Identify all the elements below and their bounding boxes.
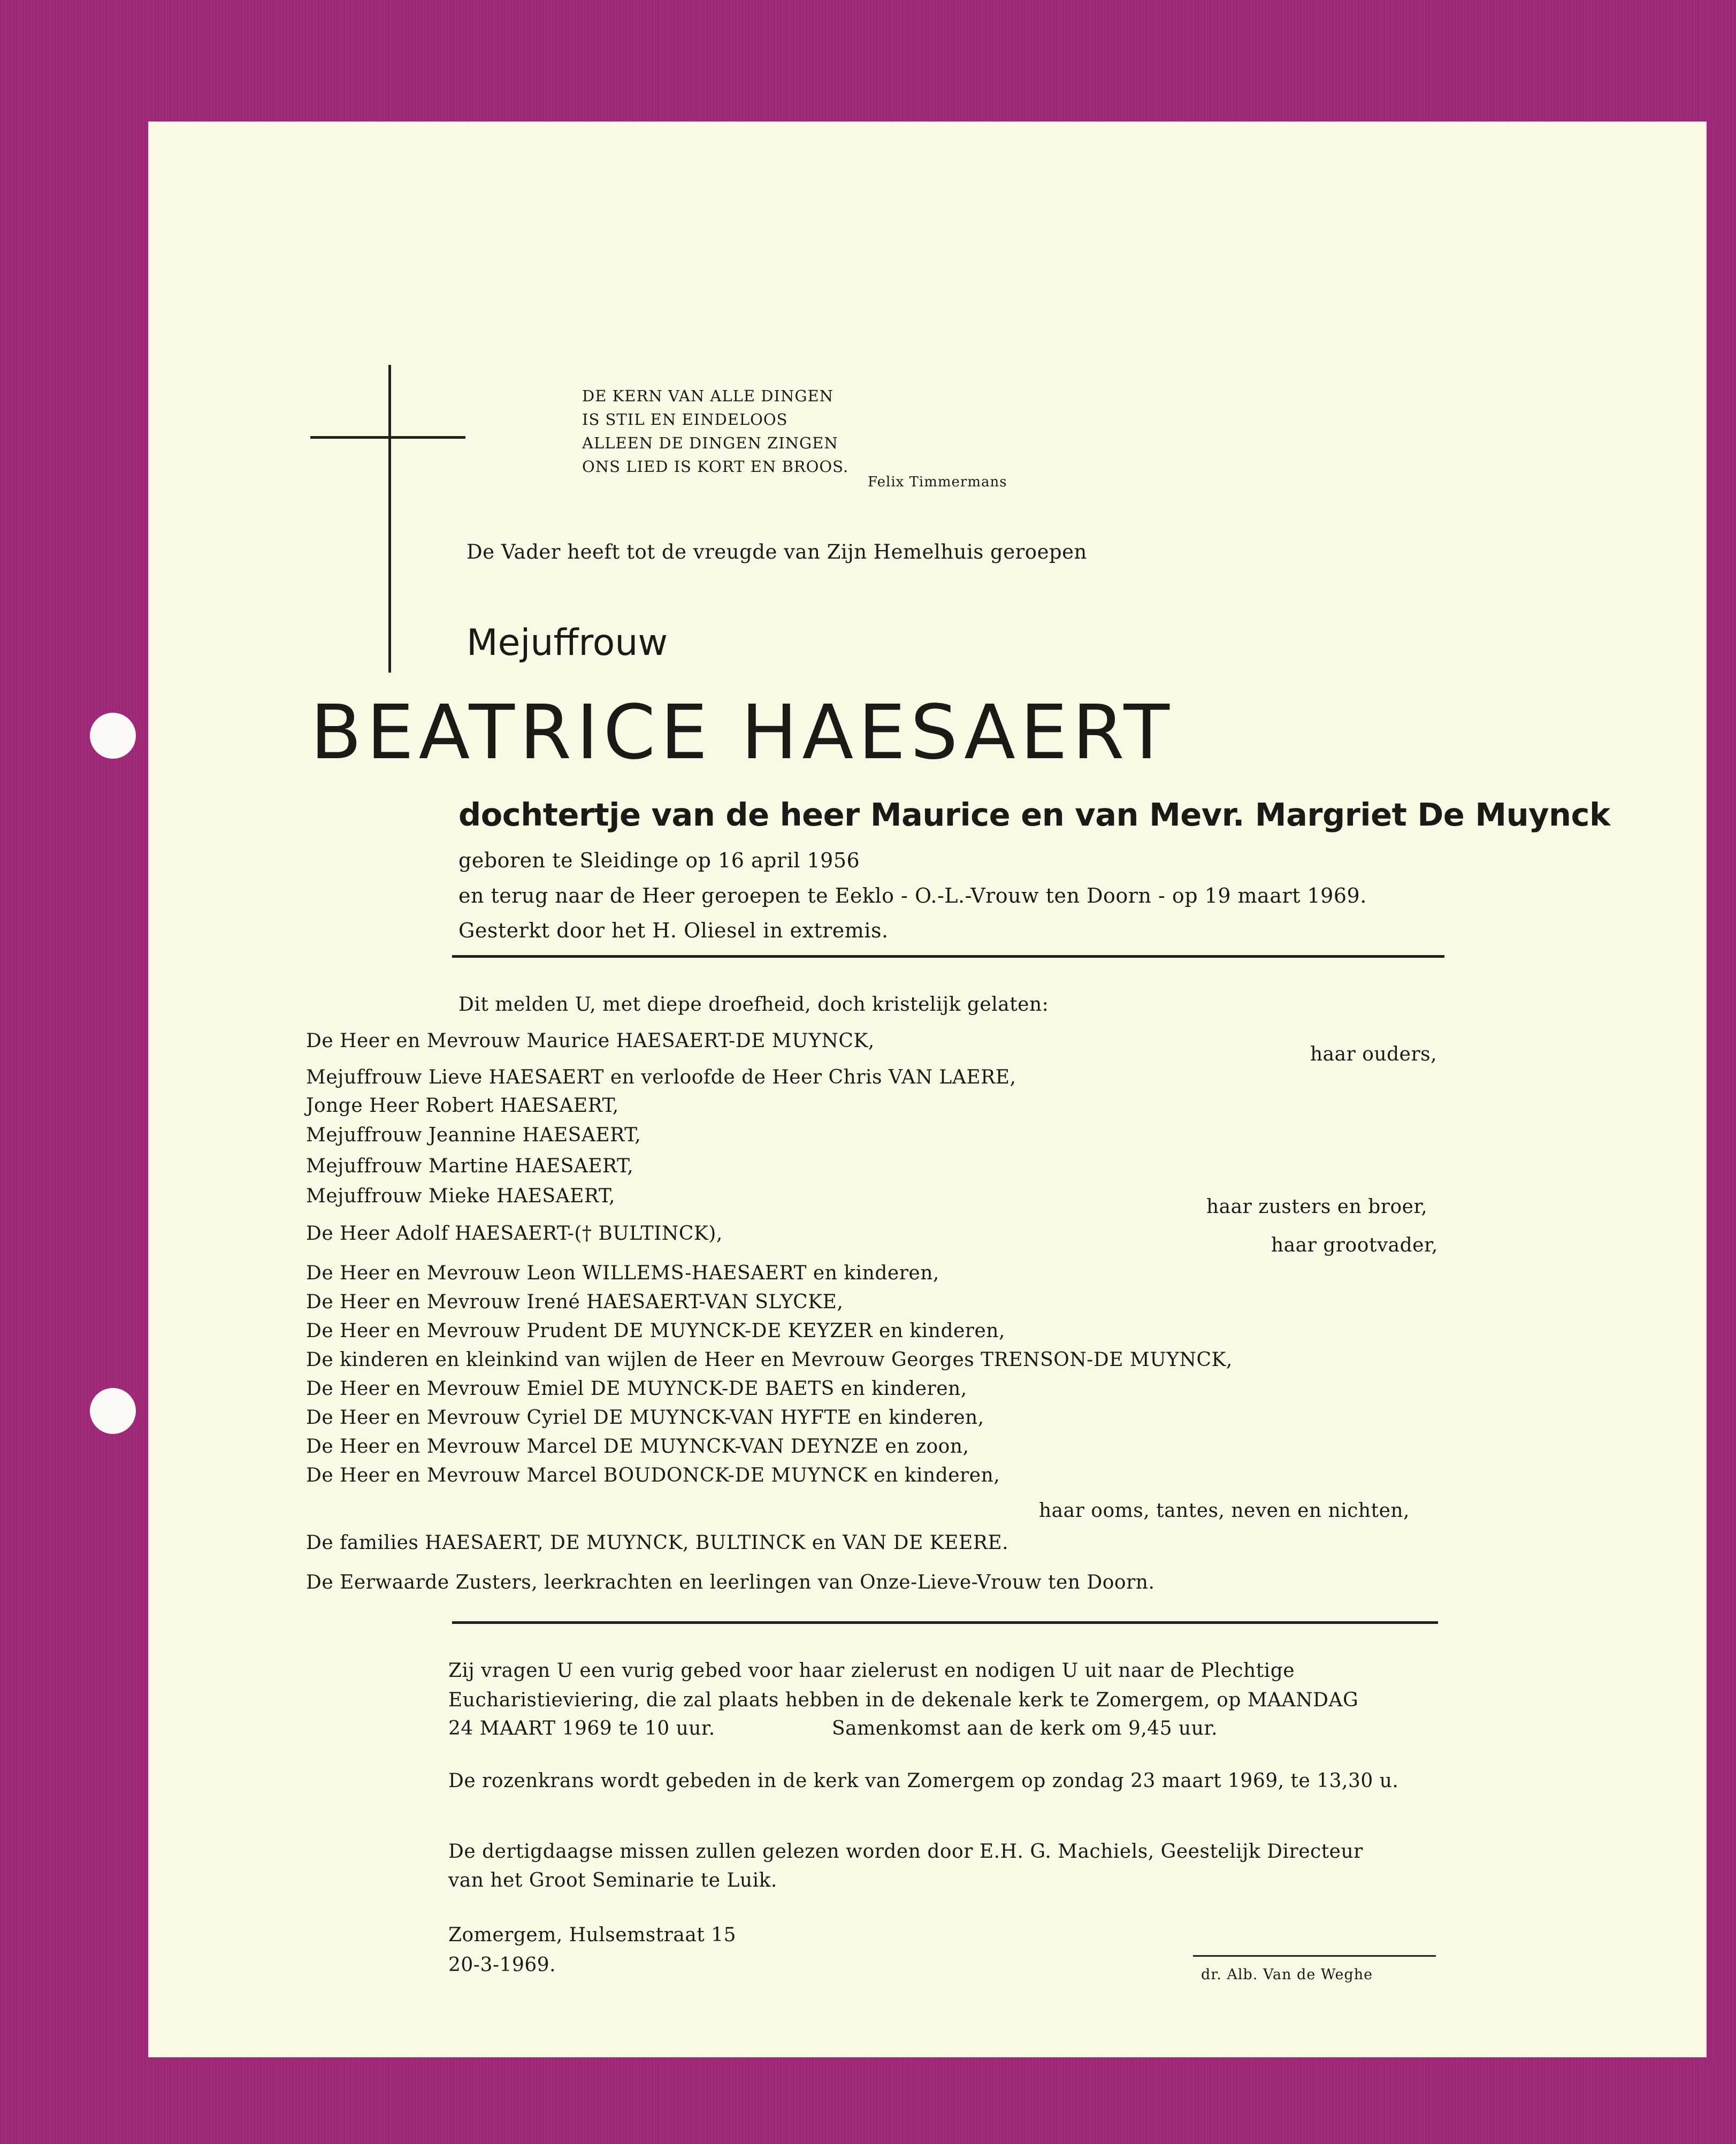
poem-line: DE KERN VAN ALLE DINGEN xyxy=(582,387,834,405)
service-gathering: Samenkomst aan de kerk om 9,45 uur. xyxy=(832,1718,1218,1739)
sacrament-info: Gesterkt door het H. Oliesel in extremis. xyxy=(458,919,889,942)
sibling-line: Mejuffrouw Lieve HAESAERT en verloofde de Heer Chris VAN LAERE, xyxy=(306,1066,1016,1088)
service-line: Zij vragen U een vurig gebed voor haar zielerust en nodigen U uit naar de Plechtige xyxy=(448,1660,1295,1682)
sibling-line: Mejuffrouw Mieke HAESAERT, xyxy=(306,1185,615,1207)
relative-line: De Heer en Mevrouw Prudent DE MUYNCK-DE KEYZER en kinderen, xyxy=(306,1320,1005,1342)
birth-info: geboren te Sleidinge op 16 april 1956 xyxy=(458,849,860,872)
families-line: De families HAESAERT, DE MUYNCK, BULTINCK en VAN DE KEERE. xyxy=(306,1532,1009,1554)
announcement-intro: De Vader heeft tot de vreugde van Zijn Hemelhuis geroepen xyxy=(466,540,1087,563)
poem-line: ONS LIED IS KORT EN BROOS. xyxy=(582,457,849,476)
daughter-of: dochtertje van de heer Maurice en van Mevr. Margriet De Muynck xyxy=(458,796,1610,833)
school-line: De Eerwaarde Zusters, leerkrachten en leerlingen van Onze-Lieve-Vrouw ten Doorn. xyxy=(306,1571,1155,1593)
divider-top xyxy=(452,955,1444,958)
cross-icon-vertical xyxy=(388,365,391,673)
service-date: 24 MAART 1969 te 10 uur. xyxy=(448,1718,715,1739)
address: Zomergem, Hulsemstraat 15 xyxy=(448,1924,737,1946)
relative-line: De Heer en Mevrouw Emiel DE MUYNCK-DE BAETS en kinderen, xyxy=(306,1378,967,1400)
service-line: Eucharistieviering, die zal plaats hebben in de dekenale kerk te Zomergem, op MAANDAG xyxy=(448,1689,1359,1711)
masses-line: van het Groot Seminarie te Luik. xyxy=(448,1870,777,1891)
sibling-line: Mejuffrouw Martine HAESAERT, xyxy=(306,1155,634,1177)
family-intro: Dit melden U, met diepe droefheid, doch kristelijk gelaten: xyxy=(458,994,1049,1016)
memorial-card xyxy=(148,121,1707,2057)
divider-bottom xyxy=(452,1621,1438,1624)
relative-line: De Heer en Mevrouw Cyriel DE MUYNCK-VAN HYFTE en kinderen, xyxy=(306,1407,984,1429)
cross-icon-horizontal xyxy=(310,436,465,439)
relative-line: De Heer en Mevrouw Irené HAESAERT-VAN SLYCKE, xyxy=(306,1291,844,1313)
masses-line: De dertigdaagse missen zullen gelezen worden door E.H. G. Machiels, Geestelijk Directeur xyxy=(448,1841,1363,1863)
sibling-line: Mejuffrouw Jeannine HAESAERT, xyxy=(306,1124,641,1146)
poem xyxy=(582,384,848,478)
relative-line: De Heer en Mevrouw Marcel BOUDONCK-DE MUYNCK en kinderen, xyxy=(306,1464,1000,1486)
printer-rule xyxy=(1193,1955,1436,1957)
punch-hole-top xyxy=(90,713,136,759)
grandfather-role: haar grootvader, xyxy=(1271,1234,1438,1256)
relative-line: De Heer en Mevrouw Leon WILLEMS-HAESAERT en kinderen, xyxy=(306,1262,939,1284)
relatives-role: haar ooms, tantes, neven en nichten, xyxy=(1039,1500,1410,1522)
sibling-line: Jonge Heer Robert HAESAERT, xyxy=(306,1095,619,1117)
relative-line: De Heer en Mevrouw Marcel DE MUYNCK-VAN DEYNZE en zoon, xyxy=(306,1436,969,1458)
deceased-title: Mejuffrouw xyxy=(466,622,668,664)
punch-hole-bottom xyxy=(90,1388,136,1434)
poem-line: IS STIL EN EINDELOOS xyxy=(582,410,788,429)
grandfather-line: De Heer Adolf HAESAERT-(† BULTINCK), xyxy=(306,1223,723,1245)
parents-role: haar ouders, xyxy=(1310,1043,1437,1065)
poem-author: Felix Timmermans xyxy=(868,474,1007,490)
rosary-line: De rozenkrans wordt gebeden in de kerk van Zomergem op zondag 23 maart 1969, te 13,30 u. xyxy=(448,1770,1399,1792)
poem-line: ALLEEN DE DINGEN ZINGEN xyxy=(582,434,838,452)
death-info: en terug naar de Heer geroepen te Eeklo - O.-L.-Vrouw ten Doorn - op 19 maart 1969. xyxy=(458,884,1367,907)
notice-date: 20-3-1969. xyxy=(448,1954,556,1976)
relative-line: De kinderen en kleinkind van wijlen de Heer en Mevrouw Georges TRENSON-DE MUYNCK, xyxy=(306,1349,1233,1371)
parents-line: De Heer en Mevrouw Maurice HAESAERT-DE MUYNCK, xyxy=(306,1030,875,1052)
deceased-name: BEATRICE HAESAERT xyxy=(310,689,1175,776)
printer-credit: dr. Alb. Van de Weghe xyxy=(1201,1966,1373,1983)
siblings-role: haar zusters en broer, xyxy=(1206,1196,1428,1218)
